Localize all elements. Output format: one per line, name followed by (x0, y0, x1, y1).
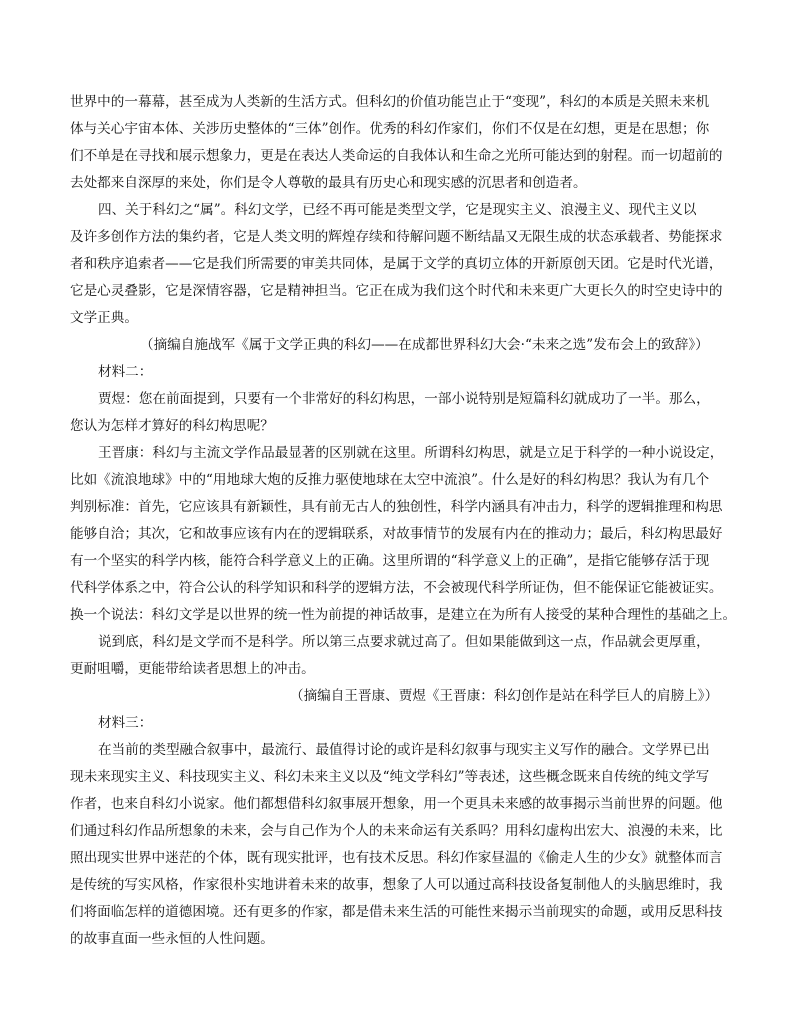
source-citation: （摘编自施战军《属于文学正典的科幻——在成都世界科幻大会·“未来之选”发布会上的致辞》） (140, 337, 709, 353)
text-line: 判别标准：首先，它应该具有新颖性，具有前无古人的独创性，科学内涵具有冲击力，科学的逻辑推理和构思 (70, 499, 723, 515)
text-line: 体与关心宇宙本体、关涉历史整体的“三体”创作。优秀的科幻作家们，你们不仅是在幻想，更是在思想；你 (70, 121, 710, 137)
text-line: 作者，也来自科幻小说家。他们都想借科幻叙事展开想象，用一个更具未来感的故事揭示当前世界的问题。他 (70, 796, 723, 812)
text-line: 者和秩序追索者——它是我们所需要的审美共同体，是属于文学的真切立体的开新原创天团。它是时代光谱， (70, 256, 723, 272)
text-line: 有一个坚实的科学内核，能符合科学意义上的正确。这里所谓的“科学意义上的正确”，是指它能够存活于现 (70, 553, 710, 569)
text-line: 您认为怎样才算好的科幻构思呢？ (70, 418, 274, 434)
text-line: 它是心灵叠影，它是深情容器，它是精神担当。它正在成为我们这个时代和未来更广大更长久的时空史诗中的 (70, 283, 723, 299)
text-line: 代科学体系之中，符合公认的科学知识和科学的逻辑方法，不会被现代科学所证伪，但不能保证它能被证实。 (70, 580, 723, 596)
source-citation: （摘编自王晋康、贾煜《王晋康：科幻创作是站在科学巨人的肩膀上》） (290, 688, 719, 704)
text-line: 比如《流浪地球》中的“用地球大炮的反推力驱使地球在太空中流浪”。什么是好的科幻构思？我认为有几个 (70, 472, 710, 488)
text-line: 现未来现实主义、科技现实主义、科幻未来主义以及“纯文学科幻”等表述，这些概念既来自传统的纯文学写 (70, 769, 710, 785)
text-line: 四、关于科幻之“属”。科幻文学，已经不再可能是类型文学，它是现实主义、浪漫主义、现代主义以 (98, 202, 697, 218)
text-line: 文学正典。 (70, 310, 138, 326)
text-line: 们将面临怎样的道德困境。还有更多的作家，都是借未来生活的可能性来揭示当前现实的命题，或用反思科技 (70, 904, 723, 920)
text-line: 的故事直面一些永恒的人性问题。 (70, 931, 274, 947)
text-line: 是传统的写实风格，作家很朴实地讲着未来的故事，想象了人可以通过高科技设备复制他人的头脑思维时，我 (70, 877, 723, 893)
text-line: 王晋康：科幻与主流文学作品最显著的区别就在这里。所谓科幻构思，就是立足于科学的一种小说设定， (98, 445, 724, 461)
text-line: 能够自洽；其次，它和故事应该有内在的逻辑联系，对故事情节的发展有内在的推动力；最后，科幻构思最好 (70, 526, 723, 542)
text-line: 照出现实世界中迷茫的个体，既有现实批评，也有技术反思。科幻作家昼温的《偷走人生的少女》就整体而言 (70, 850, 723, 866)
text-line: 贾煜：您在前面提到，只要有一个非常好的科幻构思，一部小说特别是短篇科幻就成功了一半。那么， (98, 391, 710, 407)
text-line: 们通过科幻作品所想象的未来，会与自己作为个人的未来命运有关系吗？用科幻虚构出宏大、浪漫的未来，比 (70, 823, 723, 839)
text-line: 更耐咀嚼，更能带给读者思想上的冲击。 (70, 661, 315, 677)
text-line: 去处都来自深厚的来处，你们是令人尊敬的最具有历史心和现实感的沉思者和创造者。 (70, 175, 587, 191)
section-heading: 材料三： (98, 715, 153, 731)
text-line: 及许多创作方法的集约者，它是人类文明的辉煌存续和待解问题不断结晶又无限生成的状态承载者、势能探求 (70, 229, 723, 245)
text-line: 换一个说法：科幻文学是以世界的统一性为前提的神话故事，是建立在为所有人接受的某种合理性的基础之上。 (70, 607, 737, 623)
text-line: 在当前的类型融合叙事中，最流行、最值得讨论的或许是科幻叙事与现实主义写作的融合。文学界已出 (98, 742, 710, 758)
text-line: 说到底，科幻是文学而不是科学。所以第三点要求就过高了。但如果能做到这一点，作品就会更厚重， (98, 634, 710, 650)
text-line: 世界中的一幕幕，甚至成为人类新的生活方式。但科幻的价值功能岂止于“变现”，科幻的本质是关照未来机 (70, 94, 710, 110)
section-heading: 材料二： (98, 364, 153, 380)
text-line: 们不单是在寻找和展示想象力，更是在表达人类命运的自我体认和生命之光所可能达到的射程。而一切超前的 (70, 148, 723, 164)
